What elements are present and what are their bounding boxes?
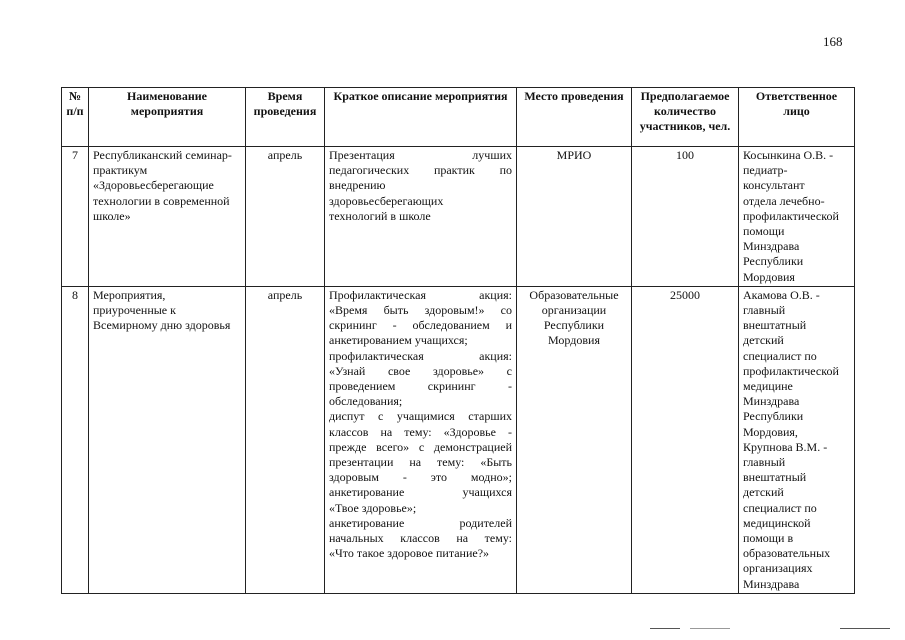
participant-count: 100 — [632, 147, 739, 287]
description-line: «Что такое здоровое питание?» — [329, 546, 490, 561]
event-time: апрель — [246, 286, 325, 593]
row-number: 8 — [62, 286, 89, 593]
responsible-person: Акамова О.В. - главный внештатный детский специалист по профилактической медицине Минздрава Республики Мордовия, Крупнова В.М. - главный внештатный детский специалист по медицинской помощи в образовательных организациях Минздрава — [739, 286, 855, 593]
events-table — [61, 87, 855, 594]
description-line: прежде всего» с демонстрацией — [329, 439, 512, 454]
description-line: Профилактическая акция: — [329, 287, 512, 302]
description-line: обследования; — [329, 394, 403, 409]
description-line: «Время быть здоровым!» со — [329, 303, 512, 318]
description-line: внедрению — [329, 178, 386, 193]
col-header-name: Наименование мероприятия — [89, 88, 246, 147]
row-number: 7 — [62, 147, 89, 287]
description-line: анкетирование родителей — [329, 515, 512, 530]
description-line: «Узнай свое здоровье» с — [329, 363, 512, 378]
footer-rule — [690, 628, 730, 629]
responsible-person: Косынкина О.В. - педиатр- консультант отдела лечебно- профилактической помощи Минздрава Республики Мордовия — [739, 147, 855, 287]
col-header-number: № п/п — [62, 88, 89, 147]
description-line: классов на тему: «Здоровье - — [329, 424, 512, 439]
participant-count: 25000 — [632, 286, 739, 593]
description-line: технологий в школе — [329, 208, 431, 223]
description-line: профилактическая акция: — [329, 348, 512, 363]
description-line: здоровым - это модно»; — [329, 470, 512, 485]
description-line: начальных классов на тему: — [329, 531, 512, 546]
header-row — [62, 88, 855, 147]
page-number: 168 — [823, 34, 843, 49]
event-description — [325, 147, 517, 287]
description-line: педагогических практик по — [329, 163, 512, 178]
description-line: здоровьесберегающих — [329, 193, 444, 208]
description-line: проведением скрининг - — [329, 379, 512, 394]
description-line: «Твое здоровье»; — [329, 500, 417, 515]
footer-rule — [840, 628, 890, 629]
event-name: Республиканский семинар-практикум «Здоровьесберегающие технологии в современной школе» — [89, 147, 246, 287]
description-line: презентации на тему: «Быть — [329, 455, 512, 470]
col-header-count: Предполагаемое количество участников, чел. — [632, 88, 739, 147]
event-time: апрель — [246, 147, 325, 287]
table-row — [62, 147, 855, 287]
description-line: анкетированием учащихся; — [329, 333, 468, 348]
description-line: скрининг - обследованием и — [329, 318, 512, 333]
footer-rule — [650, 628, 680, 629]
event-name: Мероприятия, приуроченные к Всемирному дню здоровья — [89, 286, 246, 593]
description-line: Презентация лучших — [329, 148, 512, 162]
description-line: анкетирование учащихся — [329, 485, 512, 500]
description-line: диспут с учащимися старших — [329, 409, 512, 424]
event-place: Образовательные организации Республики Мордовия — [517, 286, 632, 593]
table-row — [62, 286, 855, 593]
col-header-description: Краткое описание мероприятия — [325, 88, 517, 147]
event-place: МРИО — [517, 147, 632, 287]
col-header-time: Время проведения — [246, 88, 325, 147]
event-description — [325, 286, 517, 593]
col-header-responsible: Ответственное лицо — [739, 88, 855, 147]
col-header-place: Место проведения — [517, 88, 632, 147]
